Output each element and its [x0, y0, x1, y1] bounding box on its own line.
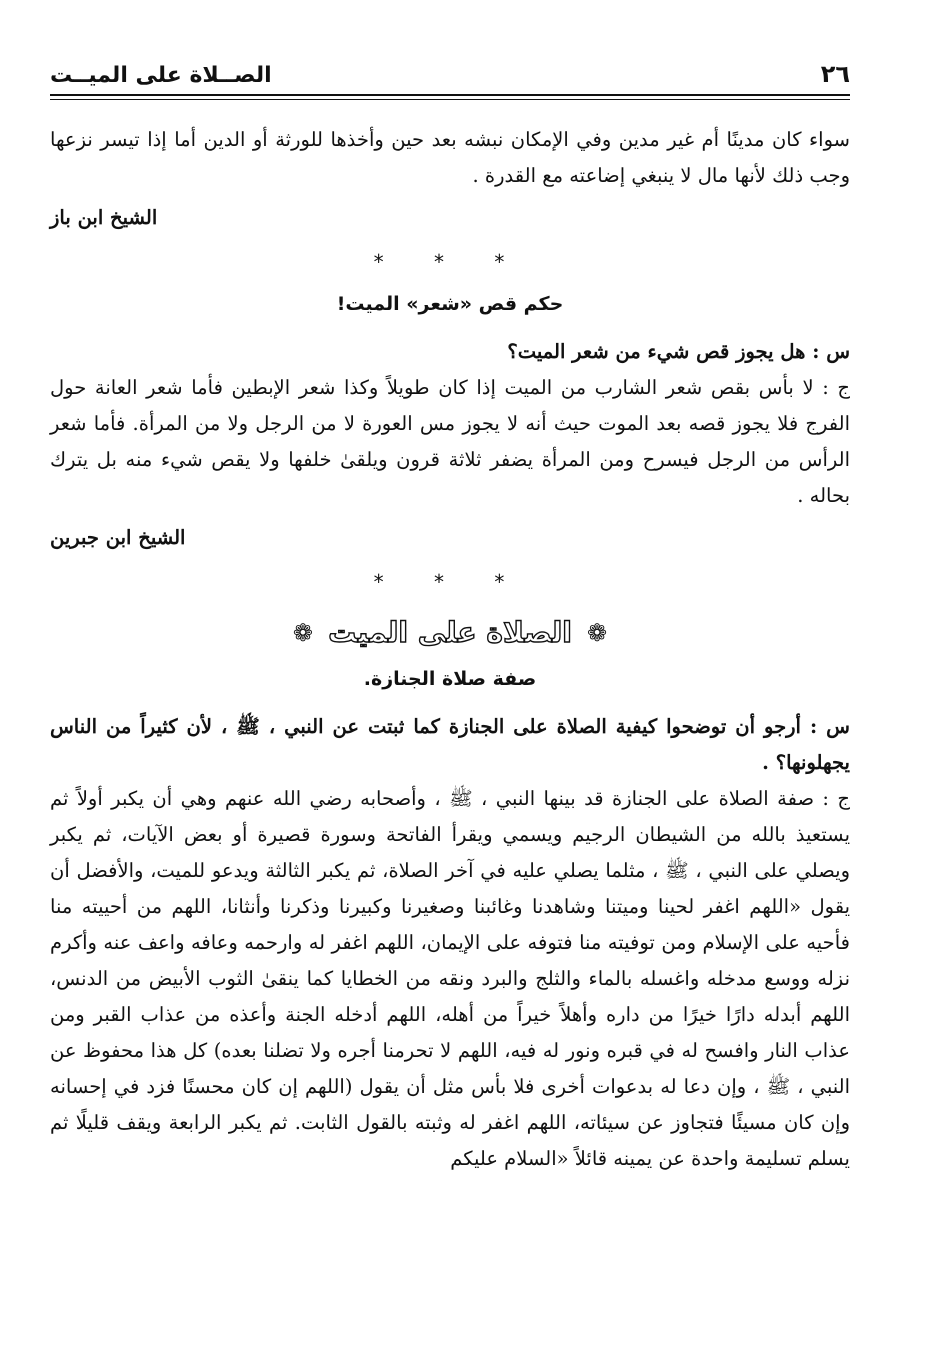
- question-hair: س : هل يجوز قص شيء من شعر الميت؟: [507, 340, 850, 363]
- running-head: [50, 52, 850, 94]
- section-heading-hair: حكم قص «شعر» الميت!: [336, 293, 564, 315]
- ornament-right-icon: ❁: [587, 618, 608, 647]
- header-rule-thin: [50, 99, 850, 100]
- section-heading-funeral-prayer: صفة صلاة الجنازة.: [363, 667, 537, 690]
- chapter-title: [50, 610, 850, 655]
- chapter-title-text: الصلاة على الميت: [328, 615, 572, 649]
- answer-funeral-prayer: ج : صفة الصلاة على الجنازة قد بينها النبي ، ﷺ ، وأصحابه رضي الله عنهم وهي أن يكبر أولاً ثم يستعيذ بالله من الشيطان الرجيم ويسمي ويقرأ الفاتحة وسورة قصيرة أو بعض الآيات، ثم يكبر ويصلي على النبي ، ﷺ ، مثلما يصلي عليه في آخر الصلاة، ثم يكبر الثالثة ويدعو للميت، والأفضل أن يقول «اللهم اغفر لحينا وميتنا وشاهدنا وغائبنا وصغيرنا وكبيرنا وذكرنا وأنثانا، اللهم من أحييته منا فأحيه على الإسلام ومن توفيته منا فتوفه على الإيمان، اللهم اغفر له وارحمه وعافه واعف عنه وأكرم نزله ووسع مدخله واغسله بالماء والثلج والبرد ونقه من الخطايا كما ينقىٰ الثوب الأبيض من الدنس، اللهم أبدله دارًا خيرًا من داره وأهلاً خيراً من أهله، اللهم أدخله الجنة وأعذه من عذاب القبر ومن عذاب النار وافسح له في قبره ونور له فيه، اللهم لا تحرمنا أجره ولا تضلنا بعده) كل هذا محفوظ عن النبي ، ﷺ ، وإن دعا له بدعوات أخرى فلا بأس مثل أن يقول (اللهم إن كان محسنًا فزد في إحسانه وإن كان مسيئًا فتجاوز عن سيئاته، اللهم اغفر له وثبته بالقول الثابت. ثم يكبر الرابعة ويقف قليلًا ثم يسلم تسليمة واحدة عن يمينه قائلاً «السلام عليكم: [50, 786, 851, 1170]
- section-divider: * * *: [373, 250, 527, 274]
- answer-hair: ج : لا بأس بقص شعر الشارب من الميت إذا كان طويلاً وكذا شعر الإبطين فأما شعر العانة حول الفرج فلا يجوز قصه بعد الموت حيث أنه لا يجوز مس العورة لا من الرجل ولا من المرأة. فأما شعر الرأس من الرجل فيسرح ومن المرأة يضفر ثلاثة قرون ويلقىٰ خلفها ولا يقص شيء منه بل يترك بحاله .: [50, 376, 850, 507]
- page-content: [50, 122, 850, 1177]
- question-funeral-prayer: س : أرجو أن توضحوا كيفية الصلاة على الجنازة كما ثبتت عن النبي ، ﷺ ، لأن كثيراً من الناس يجهلونها؟ .: [50, 714, 850, 774]
- page-number: ٢٦: [820, 60, 850, 88]
- signature-ibn-jibreen: الشيخ ابن جبرين: [50, 526, 186, 549]
- signature-ibn-baz: الشيخ ابن باز: [50, 206, 158, 229]
- continuation-paragraph: سواء كان مدينًا أم غير مدين وفي الإمكان نبشه بعد حين وأخذها للورثة أو الدين أما إذا تيسر نزعها وجب ذلك لأنها مال لا ينبغي إضاعته مع القدرة .: [50, 128, 850, 187]
- header-rule-thick: [50, 94, 850, 96]
- running-title: الصــلاة على الميــت: [50, 63, 272, 88]
- ornament-left-icon: ❁: [292, 618, 313, 647]
- section-divider: * * *: [373, 570, 527, 594]
